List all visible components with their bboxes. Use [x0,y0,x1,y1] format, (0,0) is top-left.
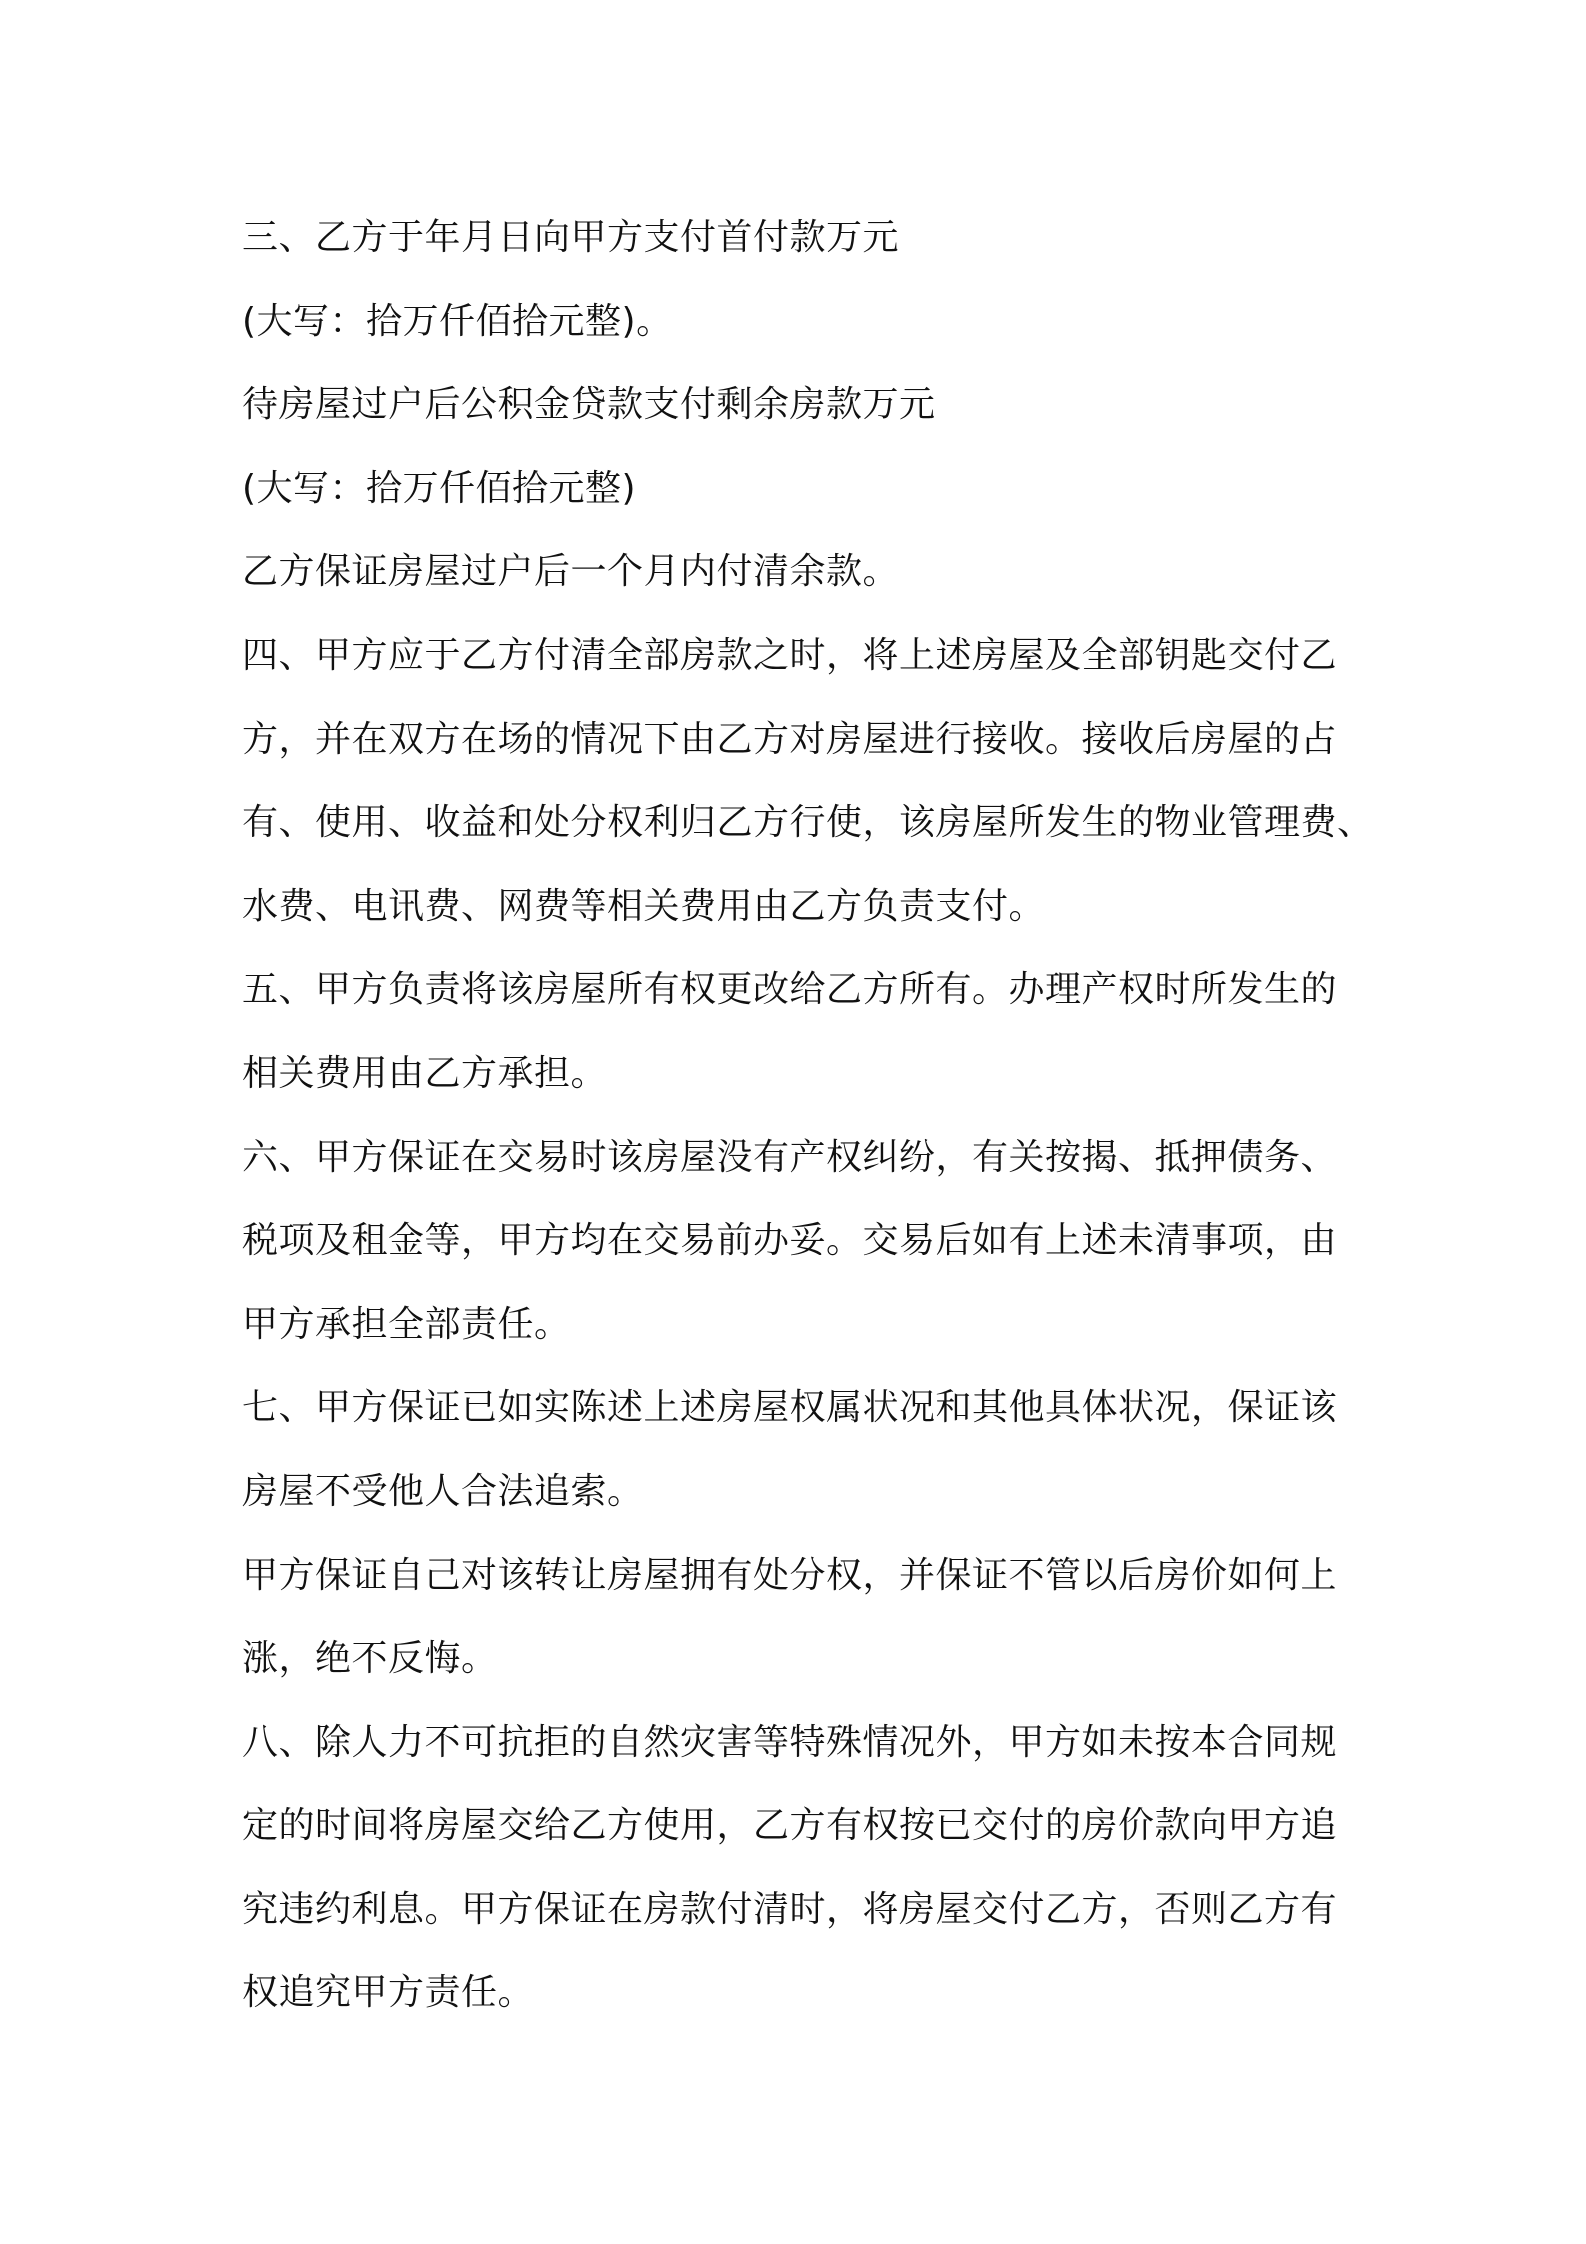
text-line: 五、甲方负责将该房屋所有权更改给乙方所有。办理产权时所发生的 [242,969,1338,1011]
text-line: 有、使用、收益和处分权利归乙方行使，该房屋所发生的物业管理费、 [242,802,1374,844]
text-line: 七、甲方保证已如实陈述上述房屋权属状况和其他具体状况，保证该 [242,1387,1338,1429]
text-line: 乙方保证房屋过户后一个月内付清余款。 [242,551,900,593]
text-line: 三、乙方于年月日向甲方支付首付款万元 [242,217,900,258]
text-line: (大写：拾万仟佰拾元整) [242,467,637,509]
contract-text [242,196,1374,2035]
text-line: 究违约利息。甲方保证在房款付清时，将房屋交付乙方，否则乙方有 [242,1888,1338,1930]
text-line: 六、甲方保证在交易时该房屋没有产权纠纷，有关按揭、抵押债务、 [242,1136,1338,1178]
text-line: 权追究甲方责任。 [242,1972,535,2014]
text-line: 定的时间将房屋交给乙方使用，乙方有权按已交付的房价款向甲方追 [242,1805,1338,1847]
text-line: (大写：拾万仟佰拾元整)。 [242,300,673,342]
text-line: 水费、电讯费、网费等相关费用由乙方负责支付。 [242,885,1046,927]
text-line: 涨，绝不反悔。 [242,1638,498,1680]
text-line: 待房屋过户后公积金贷款支付剩余房款万元 [242,384,936,426]
text-line: 甲方保证自己对该转让房屋拥有处分权，并保证不管以后房价如何上 [242,1554,1338,1596]
text-line: 方，并在双方在场的情况下由乙方对房屋进行接收。接收后房屋的占 [242,718,1338,760]
text-line: 甲方承担全部责任。 [242,1303,571,1345]
text-line: 四、甲方应于乙方付清全部房款之时，将上述房屋及全部钥匙交付乙 [242,634,1338,676]
text-line: 八、除人力不可抗拒的自然灾害等特殊情况外，甲方如未按本合同规 [242,1721,1338,1763]
text-line: 房屋不受他人合法追索。 [242,1470,644,1512]
text-line: 税项及租金等，甲方均在交易前办妥。交易后如有上述未清事项，由 [242,1220,1338,1262]
text-line: 相关费用由乙方承担。 [242,1052,608,1094]
